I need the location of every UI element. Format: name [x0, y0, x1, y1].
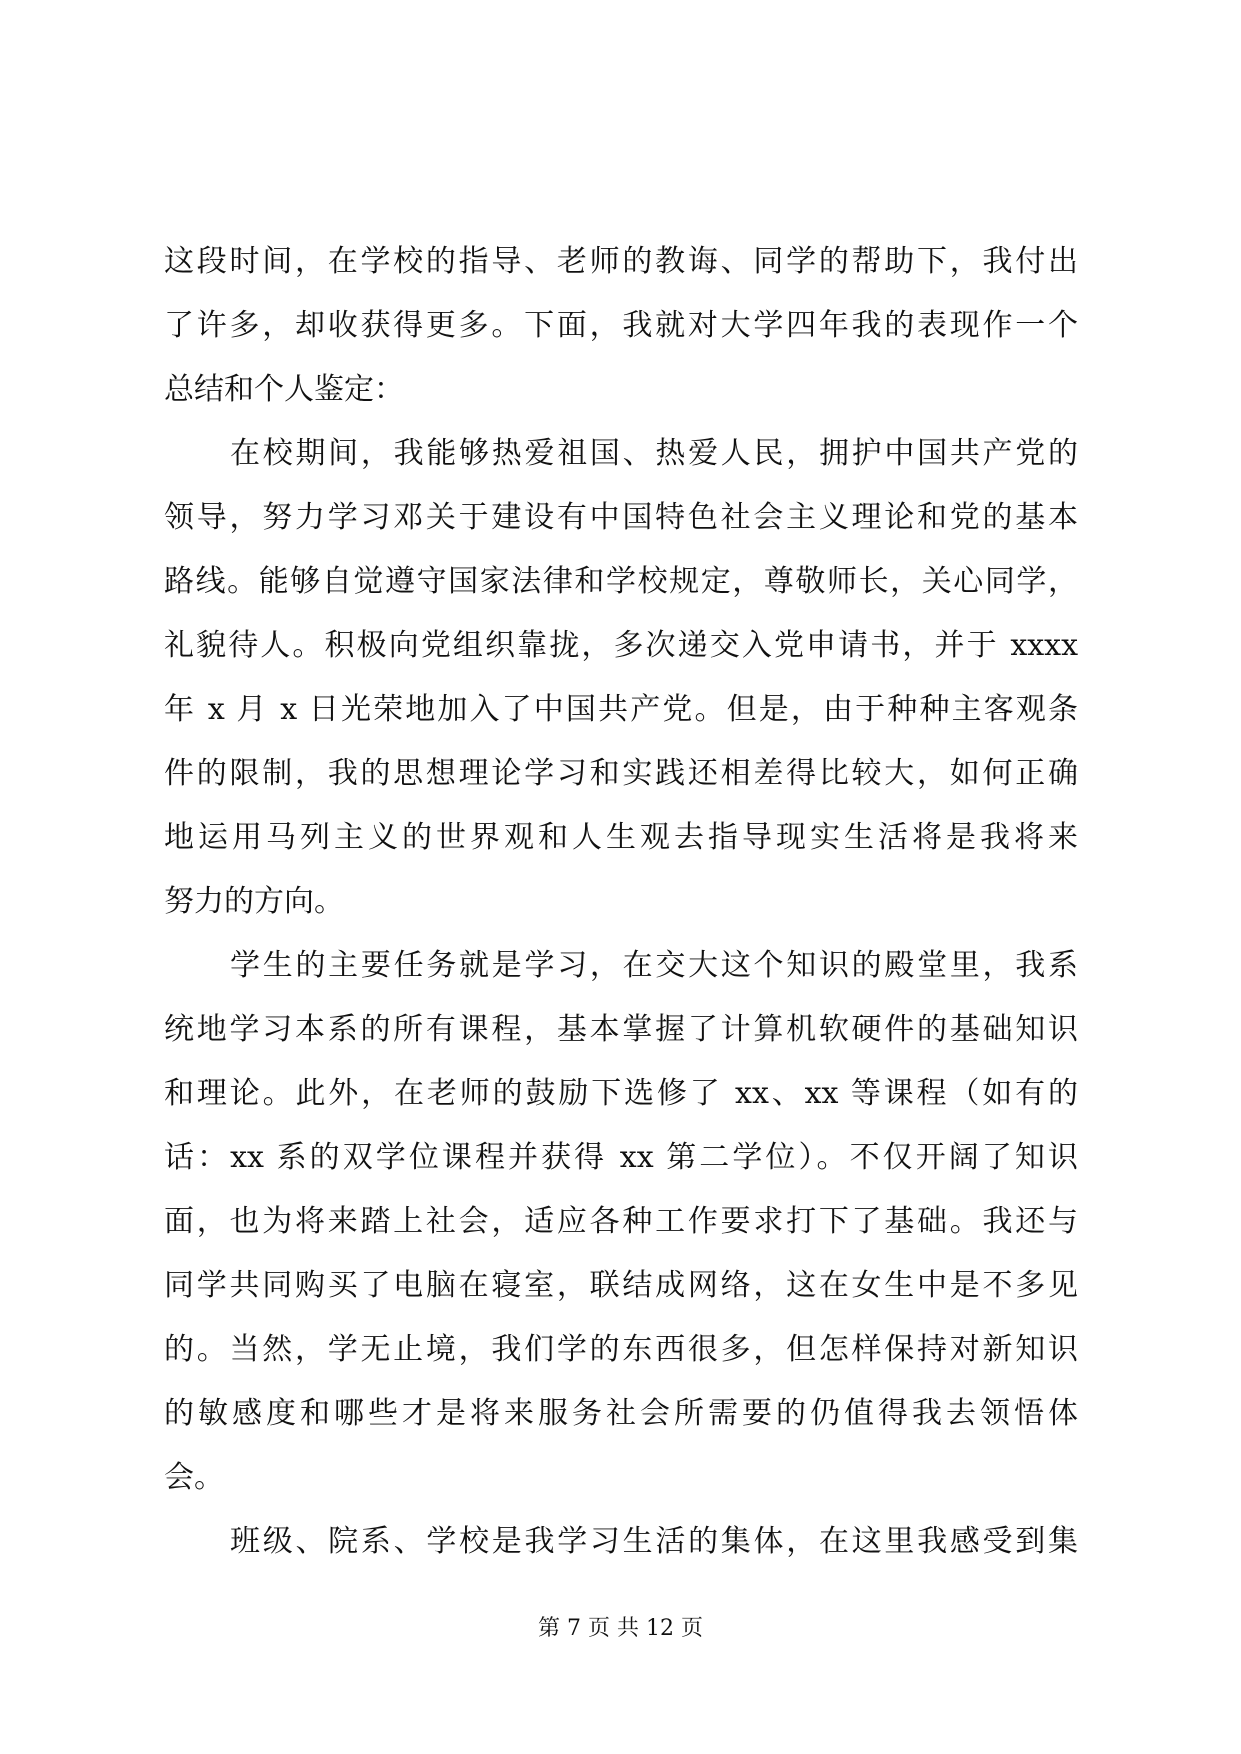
text-line: 统地学习本系的所有课程，基本掌握了计算机软硬件的基础知识 — [164, 1012, 1078, 1047]
document-body — [164, 230, 1078, 1574]
text-line: 在校期间，我能够热爱祖国、热爱人民，拥护中国共产党的 — [230, 436, 1078, 471]
text-line: 了许多，却收获得更多。下面，我就对大学四年我的表现作一个 — [164, 308, 1078, 343]
text-line: 领导，努力学习邓关于建设有中国特色社会主义理论和党的基本 — [164, 500, 1078, 535]
text-line: 件的限制，我的思想理论学习和实践还相差得比较大，如何正确 — [164, 756, 1078, 791]
text-line: 话：xx 系的双学位课程并获得 xx 第二学位）。不仅开阔了知识 — [164, 1140, 1078, 1175]
text-line: 努力的方向。 — [164, 884, 344, 919]
text-line: 的敏感度和哪些才是将来服务社会所需要的仍值得我去领悟体 — [164, 1396, 1078, 1431]
text-line: 和理论。此外，在老师的鼓励下选修了 xx、xx 等课程（如有的 — [164, 1076, 1078, 1111]
text-line: 班级、院系、学校是我学习生活的集体，在这里我感受到集 — [230, 1524, 1078, 1559]
text-line: 这段时间，在学校的指导、老师的教诲、同学的帮助下，我付出 — [164, 244, 1078, 279]
text-line: 年 x 月 x 日光荣地加入了中国共产党。但是，由于种种主客观条 — [164, 692, 1078, 727]
text-line: 地运用马列主义的世界观和人生观去指导现实生活将是我将来 — [164, 820, 1078, 855]
page-footer: 第 7 页 共 12 页 — [538, 1616, 703, 1641]
text-line: 的。当然，学无止境，我们学的东西很多，但怎样保持对新知识 — [164, 1332, 1078, 1367]
text-line: 学生的主要任务就是学习，在交大这个知识的殿堂里，我系 — [230, 948, 1078, 983]
text-line: 面，也为将来踏上社会，适应各种工作要求打下了基础。我还与 — [164, 1204, 1078, 1239]
text-line: 礼貌待人。积极向党组织靠拢，多次递交入党申请书，并于 xxxx — [164, 628, 1078, 663]
text-line: 同学共同购买了电脑在寝室，联结成网络，这在女生中是不多见 — [164, 1268, 1078, 1303]
text-line: 路线。能够自觉遵守国家法律和学校规定，尊敬师长，关心同学， — [164, 564, 1078, 599]
text-line: 总结和个人鉴定： — [164, 372, 404, 407]
text-line: 会。 — [164, 1460, 224, 1495]
